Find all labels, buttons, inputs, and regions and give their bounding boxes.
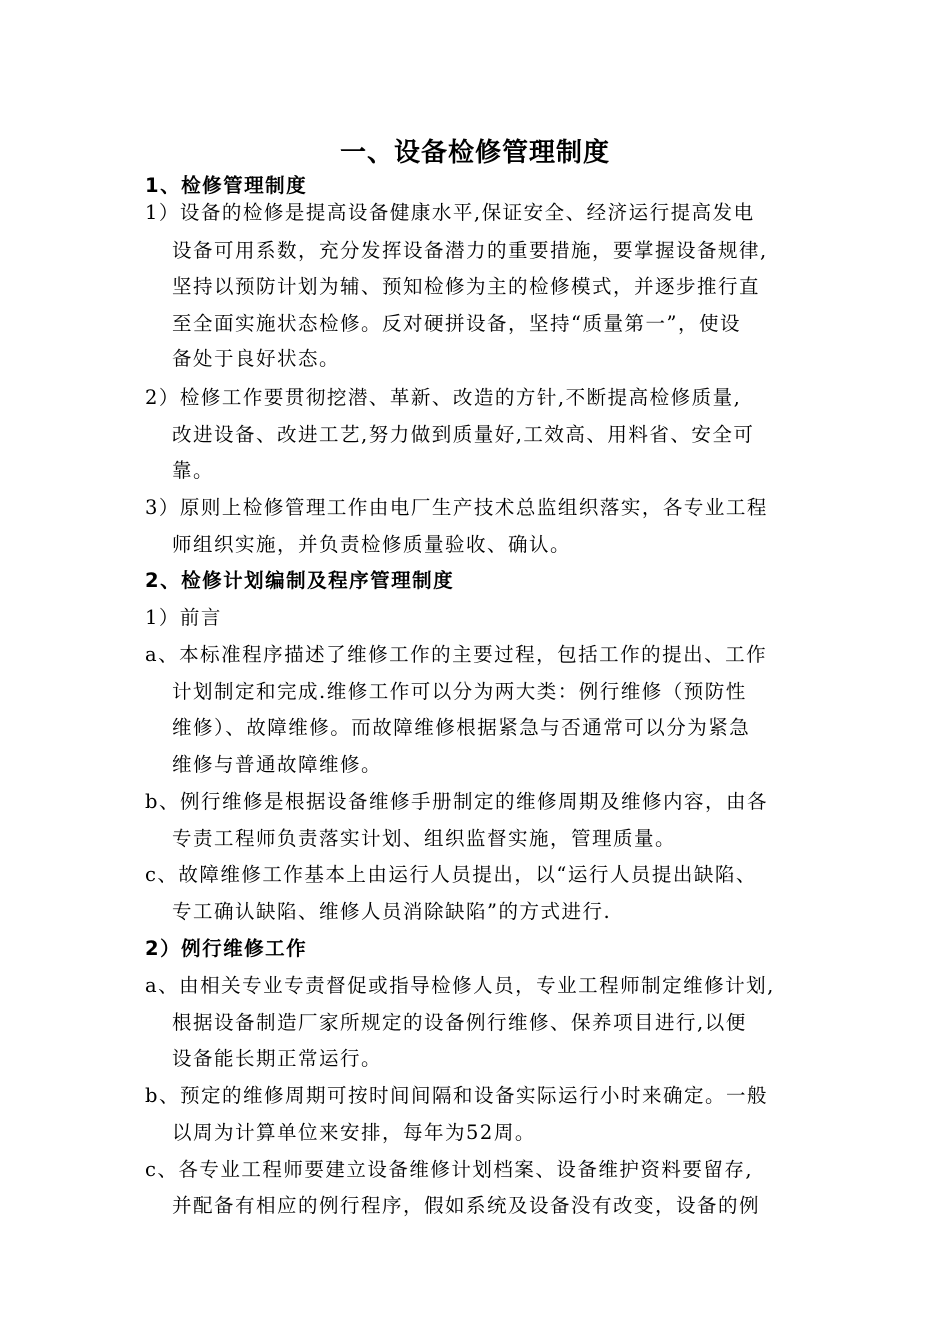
paragraph-line: 坚持以预防计划为辅、预知检修为主的检修模式，并逐步推行直 [172, 275, 761, 298]
paragraph-line: c、故障维修工作基本上由运行人员提出，以“运行人员提出缺陷、 [145, 863, 757, 886]
section-heading-1: 1、检修管理制度 [145, 174, 308, 197]
paragraph-line: 至全面实施状态检修。反对硬拼设备，坚持“质量第一”，使设 [172, 312, 741, 335]
paragraph-line: 并配备有相应的例行程序，假如系统及设备没有改变，设备的例 [172, 1194, 761, 1217]
paragraph-line: 设备可用系数，充分发挥设备潜力的重要措施，要掌握设备规律, [172, 239, 768, 262]
subsection-heading: 2）例行维修工作 [145, 937, 308, 960]
document-title: 一、设备检修管理制度 [339, 138, 610, 168]
paragraph-line: 师组织实施，并负责检修质量验收、确认。 [172, 533, 572, 556]
paragraph-line: 1）设备的检修是提高设备健康水平,保证安全、经济运行提高发电 [145, 201, 755, 224]
paragraph-line: 专责工程师负责落实计划、组织监督实施，管理质量。 [172, 827, 677, 850]
paragraph-line: 改进设备、改进工艺,努力做到质量好,工效高、用料省、安全可 [172, 423, 755, 446]
paragraph-line: b、例行维修是根据设备维修手册制定的维修周期及维修内容，由各 [145, 790, 768, 813]
paragraph-line: a、本标准程序描述了维修工作的主要过程，包括工作的提出、工作 [145, 643, 768, 666]
paragraph-line: 1）前言 [145, 606, 222, 629]
paragraph-line: 2）检修工作要贯彻挖潜、革新、改造的方针,不断提高检修质量, [145, 386, 742, 409]
paragraph-line: 设备能长期正常运行。 [172, 1047, 383, 1070]
paragraph-line: b、预定的维修周期可按时间间隔和设备实际运行小时来确定。一般 [145, 1084, 768, 1107]
paragraph-line: 维修与普通故障维修。 [172, 753, 383, 776]
paragraph-line: 以周为计算单位来安排，每年为52周。 [172, 1121, 536, 1144]
paragraph-line: 维修）、故障维修。而故障维修根据紧急与否通常可以分为紧急 [172, 716, 751, 739]
paragraph-line: a、由相关专业专责督促或指导检修人员，专业工程师制定维修计划, [145, 974, 775, 997]
paragraph-line: 靠。 [172, 459, 215, 482]
paragraph-line: 根据设备制造厂家所规定的设备例行维修、保养项目进行,以便 [172, 1011, 747, 1034]
section-heading-2: 2、检修计划编制及程序管理制度 [145, 569, 455, 592]
paragraph-line: 专工确认缺陷、维修人员消除缺陷”的方式进行. [172, 900, 612, 923]
paragraph-line: 备处于良好状态。 [172, 347, 341, 370]
paragraph-line: 3）原则上检修管理工作由电厂生产技术总监组织落实，各专业工程 [145, 496, 768, 519]
paragraph-line: c、各专业工程师要建立设备维修计划档案、设备维护资料要留存, [145, 1158, 754, 1181]
paragraph-line: 计划制定和完成.维修工作可以分为两大类：例行维修（预防性 [172, 680, 747, 703]
